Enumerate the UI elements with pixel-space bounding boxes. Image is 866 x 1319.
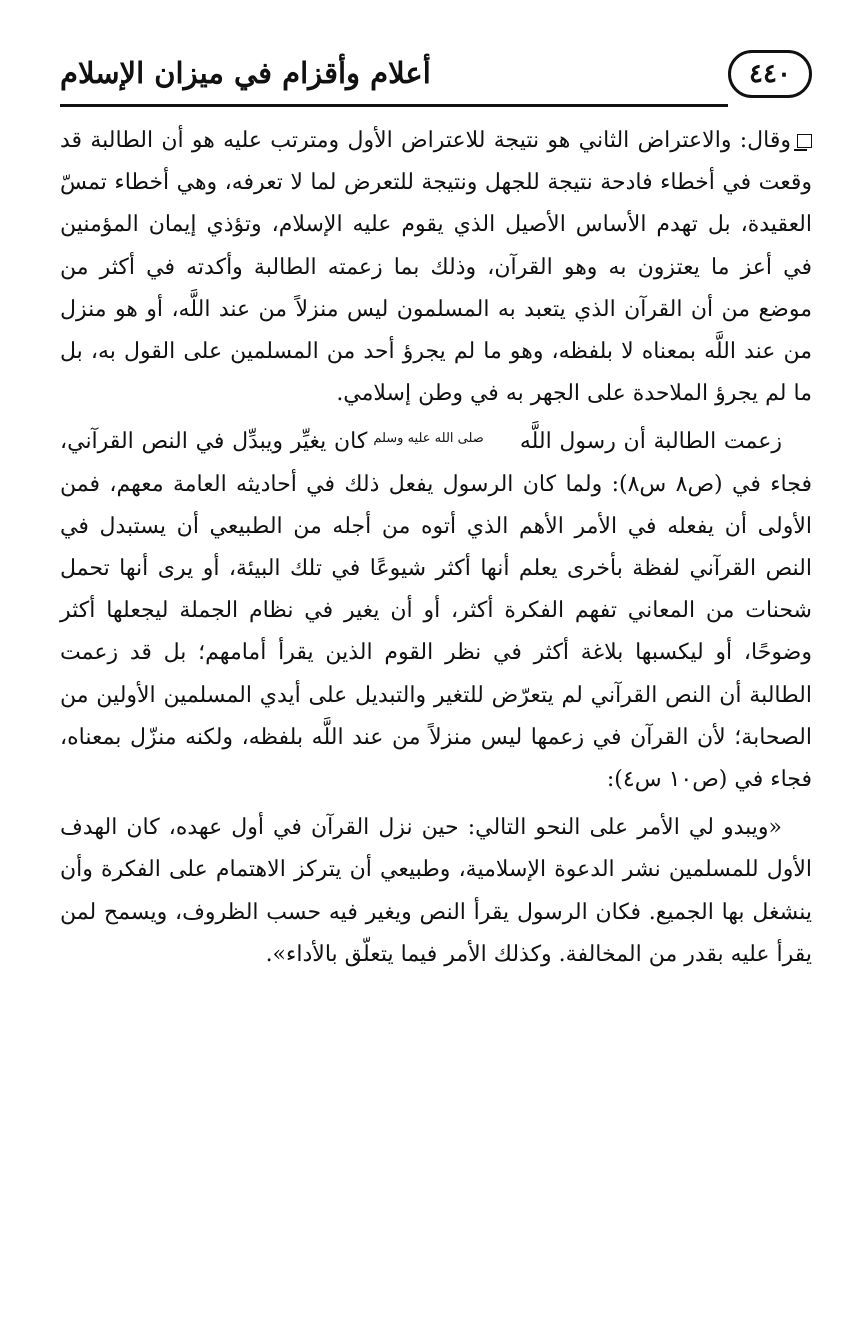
- page-number: ٤٤٠: [749, 59, 791, 89]
- paragraph-3-quote: [60, 807, 812, 976]
- page-body: [60, 120, 812, 976]
- paragraph-2-text-after: كان يغيِّر ويبدِّل في النص القرآني، فجاء في (ص٨ س٨): ولما كان الرسول يفعل ذلك في أحاديثه العامة معهم، فمن الأولى أن يفعله في الأمر الأهم الذي أتوه من أجله من الطبيعي أن يستبدل في النص القرآني لفظة بأخرى يعلم أنها أكثر شيوعًا في تلك البيئة، أو يرى أنها تحمل شحنات من المعاني تفهم الفكرة أكثر، أو أن يغير في نظام الجملة ليجعلها أكثر وضوحًا، أو ليكسبها بلاغة أكثر في نظر القوم الذين يقرأ أمامهم؛ بل قد زعمت الطالبة أن النص القرآني لم يتعرّض للتغير والتبديل على أيدي المسلمين الأولين من الصحابة؛ لأن القرآن في زعمها ليس منزلاً من عند اللَّه بلفظه، ولكنه منزّل بمعناه، فجاء في (ص١٠ س٤):: [60, 429, 812, 793]
- honorific-glyph: صلى الله عليه وسلم: [373, 431, 484, 447]
- paragraph-1-lead: وقال:: [731, 128, 791, 153]
- paragraph-marker-icon: [797, 134, 812, 148]
- paragraph-1: [60, 120, 812, 415]
- paragraph-2: [60, 421, 812, 801]
- page-number-badge: [728, 50, 812, 98]
- paragraph-2-text-before: زعمت الطالبة أن رسول اللَّه: [519, 429, 782, 455]
- paragraph-1-text: والاعتراض الثاني هو نتيجة للاعتراض الأول ومترتب عليه هو أن الطالبة قد وقعت في أخطاء فادحة نتيجة للجهل ونتيجة للتعرض لما لا تعرفه، وهي أخطاء تمسّ العقيدة، بل تهدم الأساس الأصيل الذي يقوم عليه الإسلام، وتؤذي إيمان المؤمنين في أعز ما يعتزون به وهو القرآن، وذلك بما زعمته الطالبة وأكدته في أكثر من موضع من أن القرآن الذي يتعبد به المسلمون ليس منزلاً من عند اللَّه، أو هو منزل من عند اللَّه بمعناه لا بلفظه، وهو ما لم يجرؤ أحد من المسلمين على القول به، بل ما لم يجرؤ الملاحدة على الجهر به في وطن إسلامي.: [60, 128, 812, 407]
- header-divider: [60, 104, 728, 107]
- running-title: أعلام وأقزام في ميزان الإسلام: [60, 56, 431, 90]
- paragraph-3-text: «ويبدو لي الأمر على النحو التالي: حين نزل القرآن في أول عهده، كان الهدف الأول للمسلمين نشر الدعوة الإسلامية، وطبيعي أن يتركز الاهتمام على الفكرة وأن ينشغل بها الجميع. فكان الرسول يقرأ النص ويغير فيه حسب الظروف، ويسمح لمن يقرأ عليه بقدر من المخالفة. وكذلك الأمر فيما يتعلّق بالأداء».: [60, 815, 812, 967]
- page-header: [60, 50, 812, 102]
